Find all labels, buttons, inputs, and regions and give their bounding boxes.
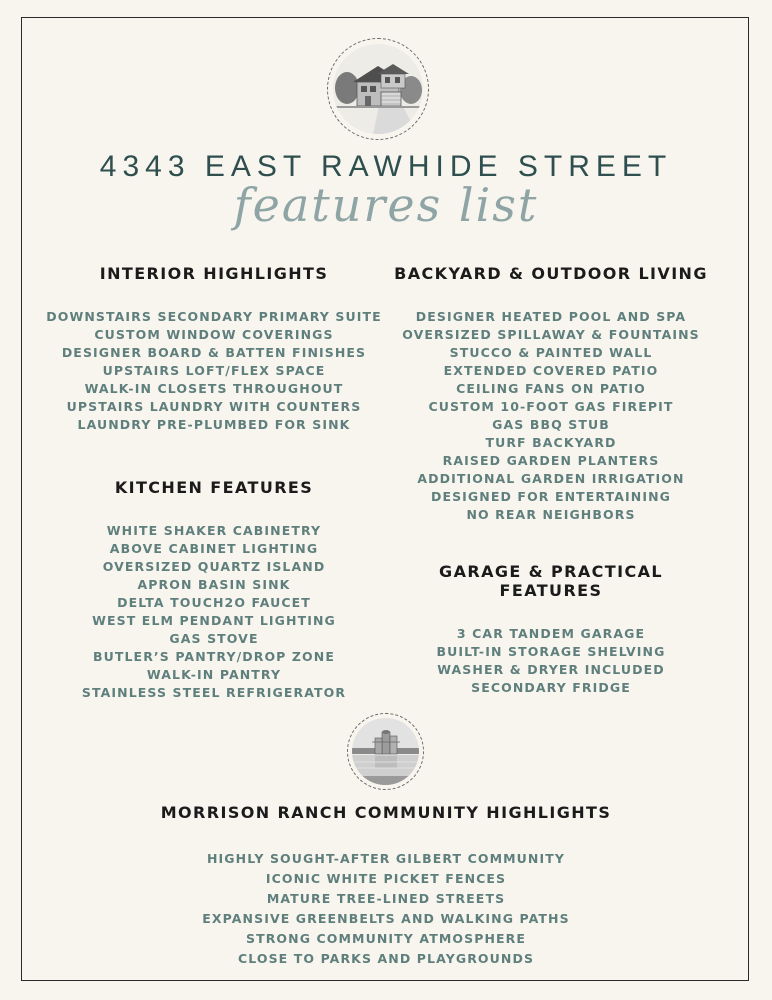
list-item: BUILT-IN STORAGE SHELVING — [436, 644, 666, 659]
feature-list — [40, 849, 732, 969]
list-item: WHITE SHAKER CABINETRY — [106, 523, 322, 538]
garage-practical-section — [385, 562, 717, 697]
list-item: ICONIC WHITE PICKET FENCES — [265, 871, 507, 886]
list-item: EXPANSIVE GREENBELTS AND WALKING PATHS — [202, 911, 570, 926]
list-item: NO REAR NEIGHBORS — [466, 507, 636, 522]
community-highlights-section — [40, 803, 732, 969]
list-item: CLOSE TO PARKS AND PLAYGROUNDS — [237, 951, 535, 966]
list-item: STAINLESS STEEL REFRIGERATOR — [81, 685, 347, 700]
list-item: OVERSIZED QUARTZ ISLAND — [102, 559, 326, 574]
list-item: HIGHLY SOUGHT-AFTER GILBERT COMMUNITY — [207, 851, 565, 866]
list-item: ADDITIONAL GARDEN IRRIGATION — [417, 471, 685, 486]
list-item: WASHER & DRYER INCLUDED — [437, 662, 665, 677]
section-heading: MORRISON RANCH COMMUNITY HIGHLIGHTS — [160, 803, 612, 822]
list-item: STRONG COMMUNITY ATMOSPHERE — [245, 931, 527, 946]
feature-list — [385, 625, 717, 697]
list-item: CUSTOM WINDOW COVERINGS — [94, 327, 334, 342]
kitchen-features-section — [40, 478, 388, 702]
house-sketch-icon — [327, 38, 429, 140]
water-tower-sketch-icon — [347, 713, 424, 790]
feature-list — [40, 522, 388, 702]
list-item: ABOVE CABINET LIGHTING — [109, 541, 319, 556]
list-item: WALK-IN PANTRY — [146, 667, 282, 682]
property-address: 4343 EAST RAWHIDE STREET — [99, 150, 673, 183]
list-item: DOWNSTAIRS SECONDARY PRIMARY SUITE — [46, 309, 382, 324]
list-item: DESIGNER BOARD & BATTEN FINISHES — [61, 345, 367, 360]
list-item: CUSTOM 10-FOOT GAS FIREPIT — [428, 399, 674, 414]
list-item: GAS BBQ STUB — [492, 417, 610, 432]
list-item: APRON BASIN SINK — [137, 577, 291, 592]
list-item: LAUNDRY PRE-PLUMBED FOR SINK — [77, 417, 351, 432]
list-item: SECONDARY FRIDGE — [471, 680, 631, 695]
interior-highlights-section — [40, 264, 388, 434]
list-item: WEST ELM PENDANT LIGHTING — [92, 613, 336, 628]
list-item: CEILING FANS ON PATIO — [456, 381, 646, 396]
backyard-outdoor-section — [385, 264, 717, 524]
list-item: DESIGNED FOR ENTERTAINING — [430, 489, 672, 504]
section-heading: INTERIOR HIGHLIGHTS — [99, 264, 329, 283]
list-item: TURF BACKYARD — [485, 435, 617, 450]
list-item: OVERSIZED SPILLAWAY & FOUNTAINS — [402, 327, 700, 342]
list-item: RAISED GARDEN PLANTERS — [442, 453, 660, 468]
list-item: MATURE TREE-LINED STREETS — [266, 891, 506, 906]
feature-list — [40, 308, 388, 434]
features-list-subtitle: features list — [233, 178, 539, 232]
list-item: WALK-IN CLOSETS THROUGHOUT — [84, 381, 344, 396]
list-item: BUTLER’S PANTRY/DROP ZONE — [92, 649, 335, 664]
list-item: STUCCO & PAINTED WALL — [449, 345, 653, 360]
list-item: DESIGNER HEATED POOL AND SPA — [415, 309, 687, 324]
list-item: UPSTAIRS LAUNDRY WITH COUNTERS — [66, 399, 362, 414]
list-item: GAS STOVE — [169, 631, 259, 646]
list-item: DELTA TOUCH2O FAUCET — [117, 595, 311, 610]
list-item: UPSTAIRS LOFT/FLEX SPACE — [102, 363, 326, 378]
section-heading: BACKYARD & OUTDOOR LIVING — [394, 264, 708, 283]
section-heading: GARAGE & PRACTICAL FEATURES — [439, 562, 663, 600]
feature-list — [385, 308, 717, 524]
list-item: 3 CAR TANDEM GARAGE — [456, 626, 646, 641]
section-heading: KITCHEN FEATURES — [114, 478, 314, 497]
list-item: EXTENDED COVERED PATIO — [443, 363, 659, 378]
